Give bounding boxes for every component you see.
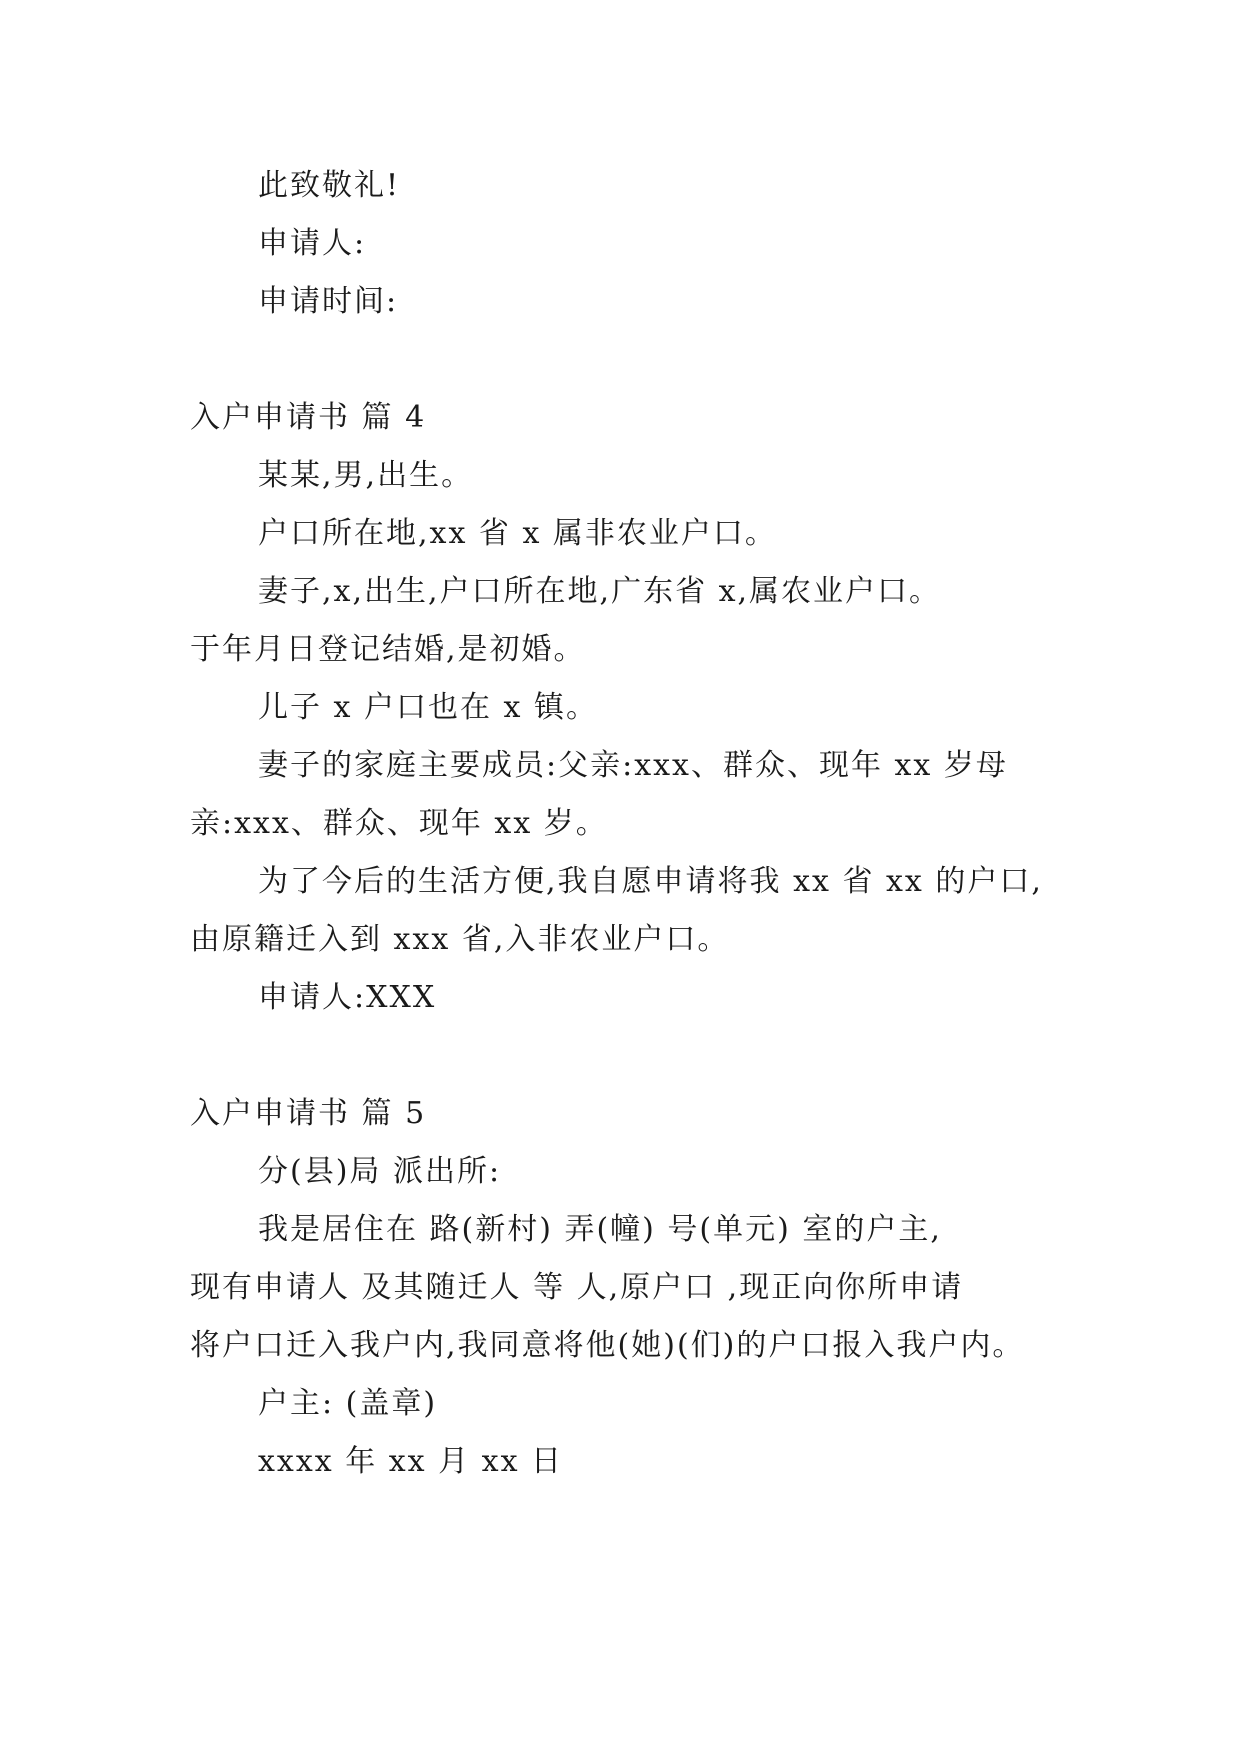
paragraph-line: 户口所在地,xx 省 x 属非农业户口。 — [258, 516, 777, 551]
paragraph-line: 儿子 x 户口也在 x 镇。 — [258, 690, 598, 725]
paragraph-line: 妻子的家庭主要成员:父亲:xxx、群众、现年 xx 岁母 — [258, 748, 1008, 783]
paragraph-line: 为了今后的生活方便,我自愿申请将我 xx 省 xx 的户口, — [258, 864, 1043, 899]
paragraph-line: 某某,男,出生。 — [258, 458, 474, 493]
paragraph-line: 现有申请人 及其随迁人 等 人,原户口 ,现正向你所申请 — [190, 1270, 964, 1305]
paragraph-line: 妻子,x,出生,户口所在地,广东省 x,属农业户口。 — [258, 574, 942, 609]
paragraph-line: 于年月日登记结婚,是初婚。 — [190, 632, 586, 667]
paragraph-line: 我是居住在 路(新村) 弄(幢) 号(单元) 室的户主, — [258, 1212, 942, 1247]
application-date-label: 申请时间: — [258, 284, 399, 319]
section-4-heading: 入户申请书 篇 4 — [190, 400, 427, 435]
signature-line: 户主: (盖章) — [258, 1386, 438, 1421]
paragraph-line: 由原籍迁入到 xxx 省,入非农业户口。 — [190, 922, 730, 957]
paragraph-line: 亲:xxx、群众、现年 xx 岁。 — [190, 806, 608, 841]
applicant-label: 申请人: — [258, 226, 367, 261]
date-line: xxxx 年 xx 月 xx 日 — [258, 1444, 564, 1479]
paragraph-line: 将户口迁入我户内,我同意将他(她)(们)的户口报入我户内。 — [190, 1328, 1025, 1363]
section-5-heading: 入户申请书 篇 5 — [190, 1096, 427, 1131]
closing-salutation: 此致敬礼! — [258, 168, 401, 203]
paragraph-line: 分(县)局 派出所: — [258, 1154, 502, 1189]
signature-line: 申请人:XXX — [258, 980, 437, 1015]
